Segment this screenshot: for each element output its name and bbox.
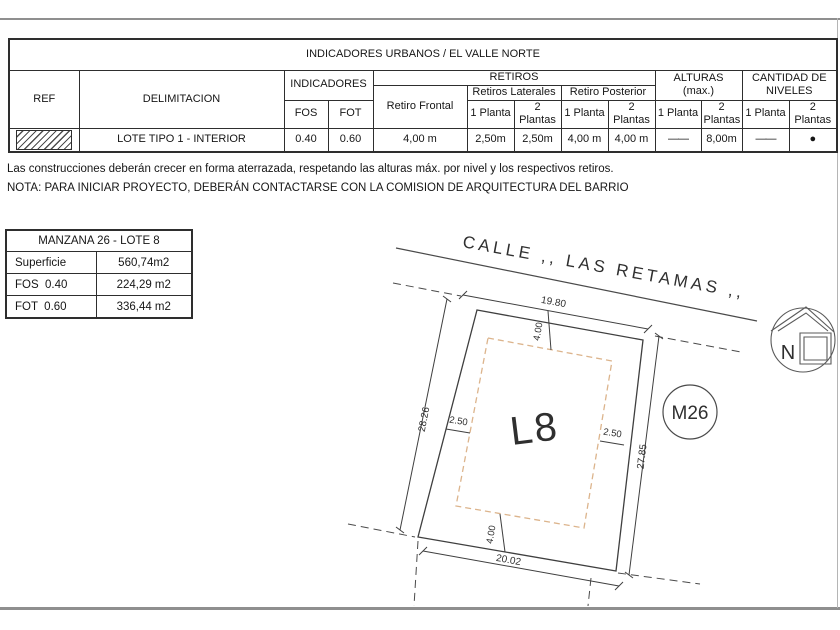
dim-right-side: 27.85 (635, 443, 650, 470)
alturas-line2: (max.) (682, 85, 715, 98)
col-header-niv-2plantas: 2 Plantas (789, 100, 837, 129)
note-terraced-growth: Las construcciones deberán crecer en forma aterrazada, respetando las alturas máx. por nivel y los respectivos retiros. (7, 163, 614, 175)
col-header-retiro-posterior: Retiro Posterior (561, 85, 655, 100)
cell-lateral-2p: 2,50m (514, 129, 561, 153)
alturas-line1: ALTURAS (673, 71, 724, 84)
cell-retiro-frontal: 4,00 m (373, 129, 467, 153)
hatch-swatch (16, 130, 72, 150)
lot-fos-label: FOS 0.40 (6, 274, 96, 296)
table-title: INDICADORES URBANOS / EL VALLE NORTE (9, 39, 837, 71)
cantidad-line1: CANTIDAD DE (751, 71, 827, 84)
cell-niveles-2p: ● (789, 129, 837, 153)
cell-altura-1p: —— (655, 129, 701, 153)
col-header-fos: FOS (284, 100, 328, 129)
cell-posterior-1p: 4,00 m (561, 129, 608, 153)
cell-lateral-1p: 2,50m (467, 129, 514, 153)
col-header-indicadores: INDICADORES (284, 71, 373, 101)
col-header-fot: FOT (328, 100, 373, 129)
street-name-label: CALLE ,, LAS RETAMAS ,, (461, 232, 747, 303)
lot-fot-value: 336,44 m2 (96, 296, 192, 319)
col-header-lat-1planta: 1 Planta (467, 100, 514, 129)
lot-number-label: L8 (507, 404, 562, 454)
dim-frontage: 19.80 (540, 294, 567, 311)
cell-altura-2p: 8,00m (701, 129, 742, 153)
ref-swatch-cell (9, 129, 79, 153)
col-header-lat-2plantas: 2 Plantas (514, 100, 561, 129)
lot-superficie-label: Superficie (6, 252, 96, 274)
lot-superficie-value: 560,74m2 (96, 252, 192, 274)
col-header-delimitacion: DELIMITACION (79, 71, 284, 129)
col-header-post-2plantas: 2 Plantas (608, 100, 655, 129)
col-header-niv-1planta: 1 Planta (742, 100, 789, 129)
col-header-alt-1planta: 1 Planta (655, 100, 701, 129)
setback-front-label: 4.00 (531, 321, 546, 342)
col-header-alturas (655, 71, 742, 101)
col-header-post-1planta: 1 Planta (561, 100, 608, 129)
north-letter: N (780, 342, 796, 364)
table-row (9, 129, 837, 153)
page-top-rule (0, 18, 840, 20)
indicators-table (8, 38, 838, 153)
cantidad-line2: NIVELES (766, 85, 813, 98)
cell-posterior-2p: 4,00 m (608, 129, 655, 153)
col-header-alt-2plantas: 2 Plantas (701, 100, 742, 129)
site-plan (0, 215, 840, 615)
north-arrow-icon (771, 307, 835, 372)
block-badge (663, 385, 717, 439)
lot-table-title: MANZANA 26 - LOTE 8 (6, 230, 192, 252)
cell-delimitacion: LOTE TIPO 1 - INTERIOR (79, 129, 284, 153)
lot-fot-label: FOT 0.60 (6, 296, 96, 319)
col-header-ref: REF (9, 71, 79, 129)
dim-left-side: 28.26 (416, 406, 433, 433)
cell-fot: 0.60 (328, 129, 373, 153)
dim-rear: 20.02 (495, 552, 522, 569)
cell-fos: 0.40 (284, 129, 328, 153)
col-header-cantidad-niveles (742, 71, 837, 101)
setback-left-label: 2.50 (448, 414, 469, 429)
setback-right-label: 2.50 (602, 426, 623, 441)
col-header-retiros: RETIROS (373, 71, 655, 86)
note-commission: NOTA: PARA INICIAR PROYECTO, DEBERÁN CONTACTARSE CON LA COMISION DE ARQUITECTURA DEL BARRIO (7, 182, 629, 194)
block-label: M26 (671, 403, 709, 424)
col-header-retiros-laterales: Retiros Laterales (467, 85, 561, 100)
cell-niveles-1p: —— (742, 129, 789, 153)
lot-fos-value: 224,29 m2 (96, 274, 192, 296)
setback-rear-label: 4.00 (484, 524, 499, 545)
col-header-retiro-frontal: Retiro Frontal (373, 85, 467, 128)
